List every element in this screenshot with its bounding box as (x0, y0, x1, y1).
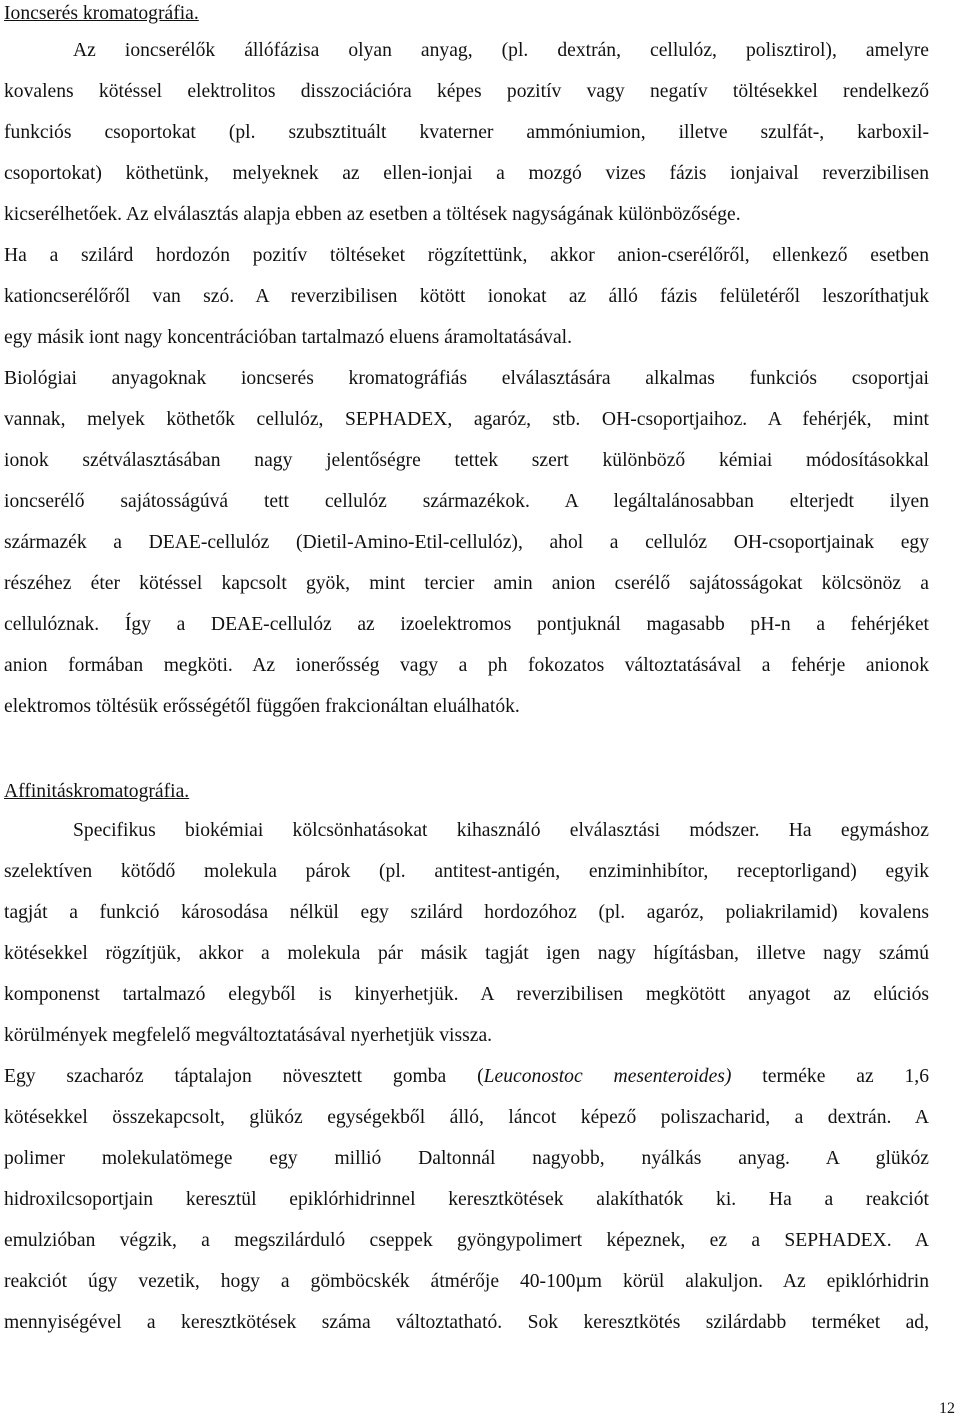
paragraph-ion-exchange-biology (4, 358, 929, 727)
text-line: emulzióban végzik, a megszilárduló cseppek gyöngypolimert képeznek, ez a SEPHADEX. A (4, 1230, 929, 1251)
text-line: komponenst tartalmazó elegyből is kinyerhetjük. A reverzibilisen megkötött anyagot az elúciós (4, 984, 929, 1005)
text-line: ioncserélő sajátosságúvá tett cellulóz származékok. A legáltalánosabban elterjedt ilyen (4, 491, 929, 512)
text-line: Biológiai anyagoknak ioncserés kromatográfiás elválasztására alkalmas funkciós csoportjai (4, 368, 929, 389)
text-line: Az ioncserélők állófázisa olyan anyag, (pl. dextrán, cellulóz, polisztirol), amelyre (73, 40, 929, 61)
text-line: Specifikus biokémiai kölcsönhatásokat kihasználó elválasztási módszer. Ha egymáshoz (73, 820, 929, 841)
text-line: Ha a szilárd hordozón pozitív töltéseket rögzítettünk, akkor anion-cserélőről, ellenkező esetben (4, 245, 929, 266)
species-name-italic: Leuconostoc mesenteroides) (483, 1066, 732, 1087)
text-line: egy másik iont nagy koncentrációban tartalmazó eluens áramoltatásával. (4, 327, 572, 348)
paragraph-dextran-sephadex (4, 1056, 929, 1343)
paragraph-affinity-intro (4, 810, 929, 1056)
text-line: cellulóznak. Így a DEAE-cellulóz az izoelektromos pontjuknál magasabb pH-n a fehérjéket (4, 614, 929, 635)
text-line: funkciós csoportokat (pl. szubsztituált kvaterner ammóniumion, illetve szulfát-, karboxil- (4, 122, 929, 143)
text-line: csoportokat) köthetünk, melyeknek az ellen-ionjai a mozgó vizes fázis ionjaival reverzibilisen (4, 163, 929, 184)
text-line: származék a DEAE-cellulóz (Dietil-Amino-Etil-cellulóz), ahol a cellulóz OH-csoportjainak egy (4, 532, 929, 553)
text-line: körülmények megfelelő megváltoztatásával nyerhetjük vissza. (4, 1025, 493, 1046)
text-line: hidroxilcsoportjain keresztül epiklórhidrinnel keresztkötések alakíthatók ki. Ha a reakciót (4, 1189, 929, 1210)
text-line: kovalens kötéssel elektrolitos disszociációra képes pozitív vagy negatív töltésekkel rendelkező (4, 81, 929, 102)
text-line: vannak, melyek köthetők cellulóz, SEPHADEX, agaróz, stb. OH-csoportjaihoz. A fehérjék, mint (4, 409, 929, 430)
text-line: kicserélhetőek. Az elválasztás alapja ebben az esetben a töltések nagyságának különbözősége. (4, 204, 741, 225)
section-heading-affinity: Affinitáskromatográfia. (4, 781, 190, 802)
text-line: anion formában megköti. Az ionerősség vagy a ph fokozatos változtatásával a fehérje anionok (4, 655, 929, 676)
text-line: ionok szétválasztásában nagy jelentőségre tettek szert különböző kémiai módosításokkal (4, 450, 929, 471)
paragraph-ion-exchange-intro (4, 30, 929, 358)
text-line: polimer molekulatömege egy millió Daltonnál nagyobb, nyálkás anyag. A glükóz (4, 1148, 929, 1169)
text-line: kötésekkel rögzítjük, akkor a molekula pár másik tagját igen nagy hígításban, illetve nagy számú (4, 943, 929, 964)
section-heading-ion-exchange: Ioncserés kromatográfia. (4, 3, 199, 24)
text-line: mennyiségével a keresztkötések száma változtatható. Sok keresztkötés szilárdabb terméket ad, (4, 1312, 929, 1333)
text-segment: terméke az 1,6 (731, 1066, 929, 1087)
text-line: elektromos töltésük erősségétől függően frakcionáltan eluálhatók. (4, 696, 520, 717)
text-line-with-species-name (4, 1056, 929, 1097)
text-line: részéhez éter kötéssel kapcsolt gyök, mint tercier amin anion cserélő sajátosságokat kölcsönöz a (4, 573, 929, 594)
text-segment: Egy szacharóz táptalajon növesztett gomba ( (4, 1066, 484, 1087)
text-line: reakciót úgy vezetik, hogy a gömböcskék átmérője 40-100µm körül alakuljon. Az epiklórhidrin (4, 1271, 929, 1292)
page-number: 12 (939, 1400, 955, 1417)
text-line: kötésekkel összekapcsolt, glükóz egységekből álló, láncot képező poliszacharid, a dextrán. A (4, 1107, 929, 1128)
text-line: szelektíven kötődő molekula párok (pl. antitest-antigén, enziminhibítor, receptorligand) egyik (4, 861, 929, 882)
text-line: tagját a funkció károsodása nélkül egy szilárd hordozóhoz (pl. agaróz, poliakrilamid) kovalens (4, 902, 929, 923)
text-line: kationcserélőről van szó. A reverzibilisen kötött ionokat az álló fázis felületéről leszoríthatjuk (4, 286, 929, 307)
